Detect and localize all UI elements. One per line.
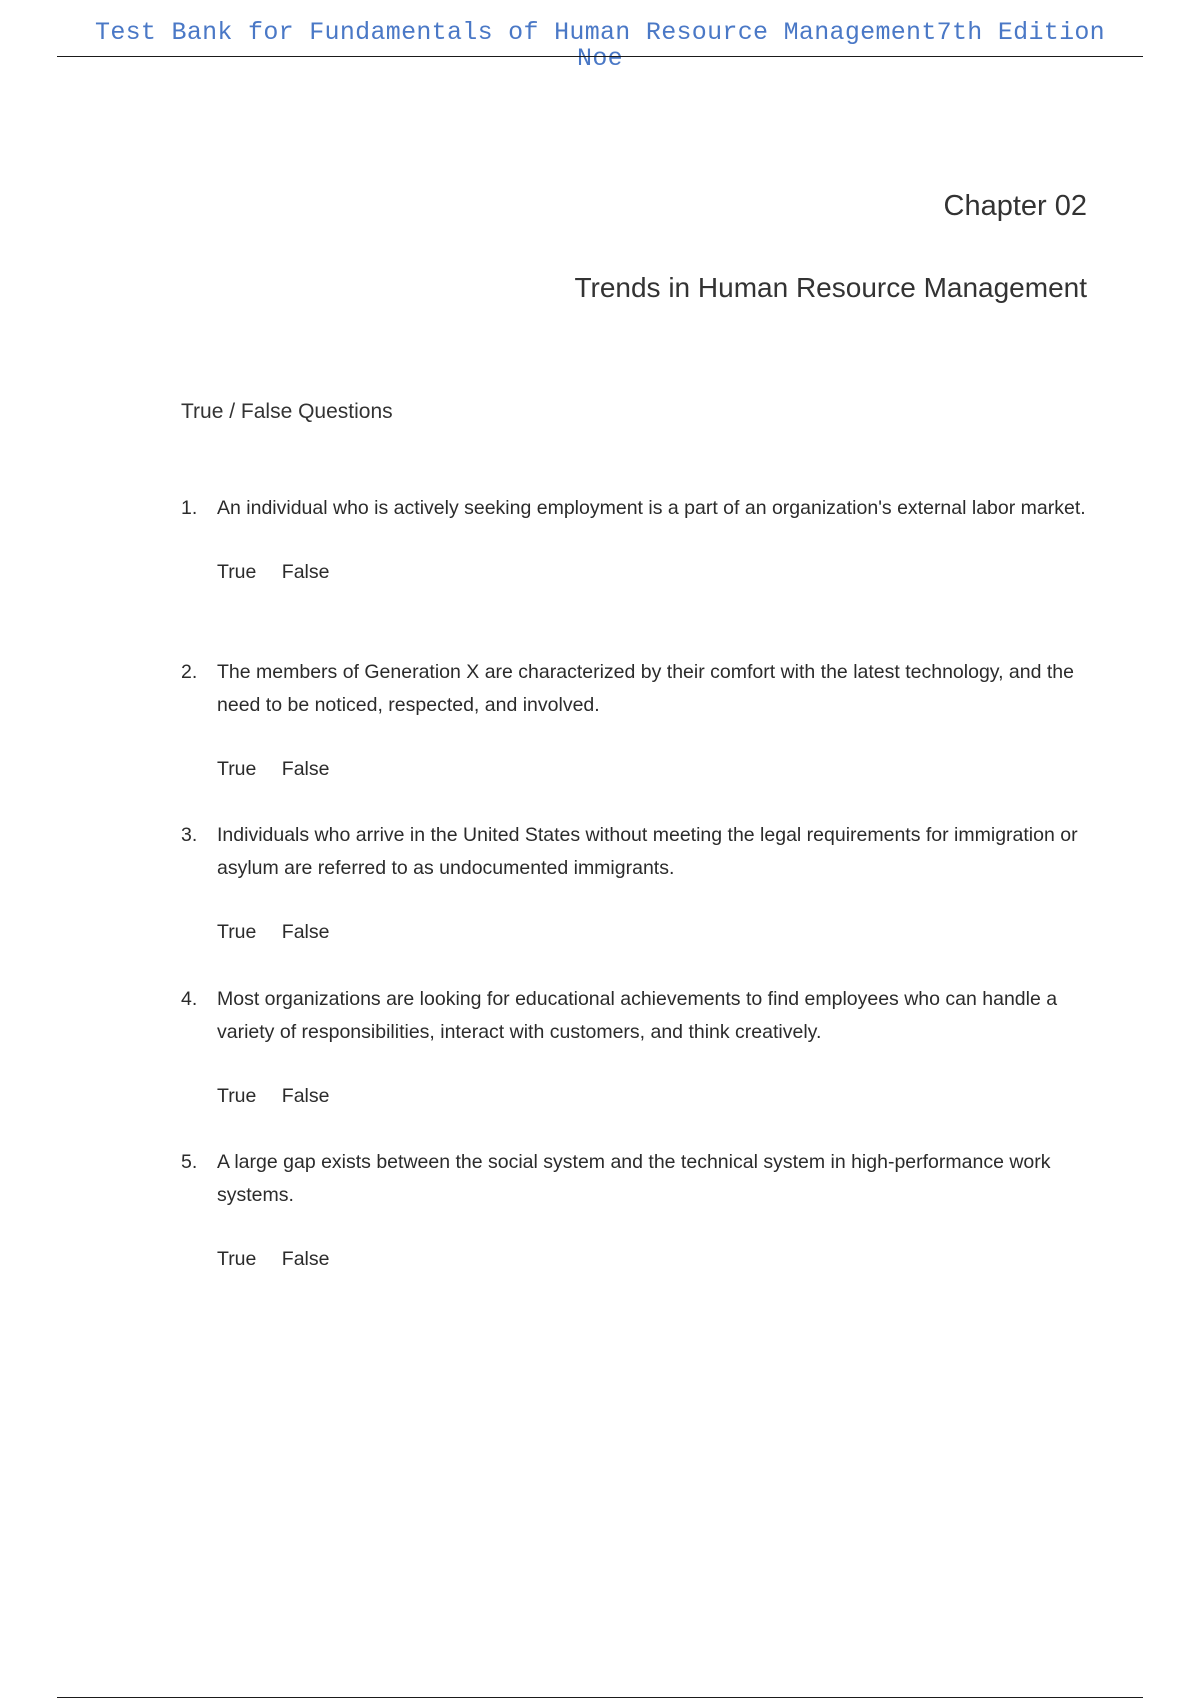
answer-options [217,1245,1101,1273]
footer-divider [57,1697,1143,1698]
answer-options [217,918,1101,946]
answer-option-false[interactable]: False [281,1084,330,1107]
answer-option-true[interactable]: True [217,757,257,780]
answer-option-true[interactable]: True [217,921,257,943]
answer-options [217,558,1101,586]
chapter-label: Chapter 02 [943,190,1087,222]
question-text: Individuals who arrive in the United States without meeting the legal requirements for immigration or asylum are referred to as undocumented immigrants. [217,824,1078,879]
question-item [181,819,1101,983]
question-number: 4. [181,987,198,1010]
answer-option-true[interactable]: True [217,561,257,583]
question-text: A large gap exists between the social system and the technical system in high-performance work systems. [217,1151,1051,1206]
answer-option-true[interactable]: True [217,1084,257,1107]
section-title: True / False Questions [181,400,393,423]
question-number: 2. [181,660,198,683]
question-number: 5. [181,1151,198,1173]
answer-option-false[interactable]: False [281,1248,330,1270]
answer-option-false[interactable]: False [281,561,330,583]
question-item [181,1146,1101,1310]
question-list [181,492,1101,1310]
question-item [181,492,1101,656]
question-item [181,983,1101,1147]
answer-options [217,755,1101,783]
document-header [0,18,1200,73]
header-divider [57,56,1143,57]
answer-option-false[interactable]: False [281,757,330,780]
header-title-line-1: Test Bank for Fundamentals of Human Resource Management7th Edition [95,18,1105,47]
chapter-title: Trends in Human Resource Management [574,272,1087,303]
answer-options [217,1082,1101,1110]
answer-option-true[interactable]: True [217,1248,257,1270]
question-item [181,656,1101,820]
question-number: 3. [181,824,198,846]
question-number: 1. [181,497,198,519]
answer-option-false[interactable]: False [281,921,330,943]
question-text: Most organizations are looking for educational achievements to find employees who can handle a variety of responsibilities, interact with customers, and think creatively. [217,987,1058,1043]
question-text: An individual who is actively seeking employment is a part of an organization's external labor market. [217,497,1086,519]
header-title-line-2: Noe [577,44,623,73]
question-text: The members of Generation X are characterized by their comfort with the latest technology, and the need to be noticed, respected, and involved. [217,660,1074,716]
